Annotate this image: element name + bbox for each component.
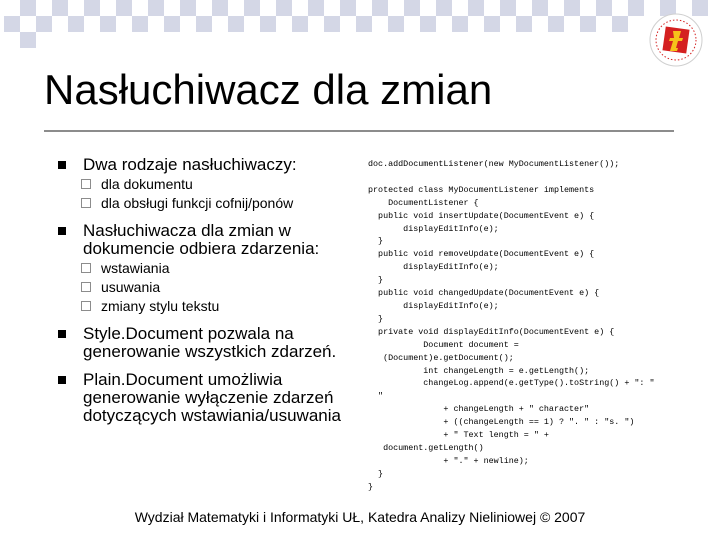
bullet-item: [44, 325, 354, 361]
hollow-square-bullet-icon: [81, 198, 91, 208]
sub-bullet-text: dla dokumentu: [101, 176, 193, 192]
code-line: displayEditInfo(e);: [368, 223, 499, 234]
code-line: + ((changeLength == 1) ? ". " : "s. "): [368, 417, 635, 428]
code-line: document.getLength(): [368, 442, 484, 453]
code-line: public void insertUpdate(DocumentEvent e) {: [368, 210, 595, 221]
code-line: changeLog.append(e.getType().toString() + ": ": [368, 378, 655, 389]
code-line: DocumentListener {: [368, 197, 479, 208]
sub-bullet-item: [81, 297, 354, 315]
sub-bullet-item: [81, 259, 354, 277]
code-line: }: [368, 481, 374, 492]
square-bullet-icon: [58, 161, 66, 169]
bullet-item: [44, 222, 354, 258]
code-line: + " Text length = " +: [368, 430, 554, 441]
sub-bullet-item: [81, 175, 354, 193]
bullet-list: [44, 150, 354, 425]
slide-footer: Wydział Matematyki i Informatyki UŁ, Katedra Analizy Nieliniowej © 2007: [134, 509, 586, 525]
square-bullet-icon: [58, 227, 66, 235]
sub-bullet-item: [81, 278, 354, 296]
code-line: + changeLength + " character": [368, 404, 590, 415]
code-line: protected class MyDocumentListener implements: [368, 184, 595, 195]
sub-bullet-text: wstawiania: [101, 260, 170, 276]
hollow-square-bullet-icon: [81, 301, 91, 311]
sub-bullet-text: usuwania: [101, 279, 161, 295]
code-line: public void removeUpdate(DocumentEvent e) {: [368, 249, 595, 260]
title-divider: [44, 130, 674, 132]
code-line: + "." + newline);: [368, 455, 529, 466]
hollow-square-bullet-icon: [81, 282, 91, 292]
code-line: Document document =: [368, 339, 519, 350]
square-bullet-icon: [58, 330, 66, 338]
code-line: private void displayEditInfo(DocumentEvent e) {: [368, 326, 615, 337]
code-block: [368, 158, 708, 494]
code-line: }: [368, 275, 384, 286]
bullet-text: Plain.Document umożliwia generowanie wyłączenie zdarzeń dotyczących wstawiania/usuwania: [83, 370, 341, 425]
bullet-text: Dwa rodzaje nasłuchiwaczy:: [83, 155, 297, 174]
code-line: displayEditInfo(e);: [368, 262, 499, 273]
code-line: displayEditInfo(e);: [368, 300, 499, 311]
code-line: [368, 171, 708, 184]
code-line: (Document)e.getDocument();: [368, 352, 514, 363]
hollow-square-bullet-icon: [81, 179, 91, 189]
code-line: doc.addDocumentListener(new MyDocumentListener());: [368, 159, 620, 169]
checker-pattern-decoration: [0, 0, 720, 48]
code-line: }: [368, 468, 384, 479]
sub-bullet-text: zmiany stylu tekstu: [101, 298, 220, 314]
bullet-text: Style.Document pozwala na generowanie wszystkich zdarzeń.: [83, 324, 337, 361]
code-line: }: [368, 236, 384, 247]
code-line: ": [368, 391, 384, 402]
sub-bullet-item: [81, 194, 354, 212]
code-line: public void changedUpdate(DocumentEvent e) {: [368, 288, 600, 299]
university-logo-icon: [648, 12, 704, 68]
slide-title: Nasłuchiwacz dla zmian: [44, 66, 493, 113]
sub-bullet-text: dla obsługi funkcji cofnij/ponów: [101, 195, 294, 211]
bullet-text: Nasłuchiwacza dla zmian w dokumencie odbiera zdarzenia:: [83, 221, 320, 258]
bullet-item: [44, 371, 354, 425]
hollow-square-bullet-icon: [81, 263, 91, 273]
bullet-item: [44, 156, 354, 174]
code-line: }: [368, 313, 384, 324]
code-line: int changeLength = e.getLength();: [368, 365, 590, 376]
square-bullet-icon: [58, 376, 66, 384]
